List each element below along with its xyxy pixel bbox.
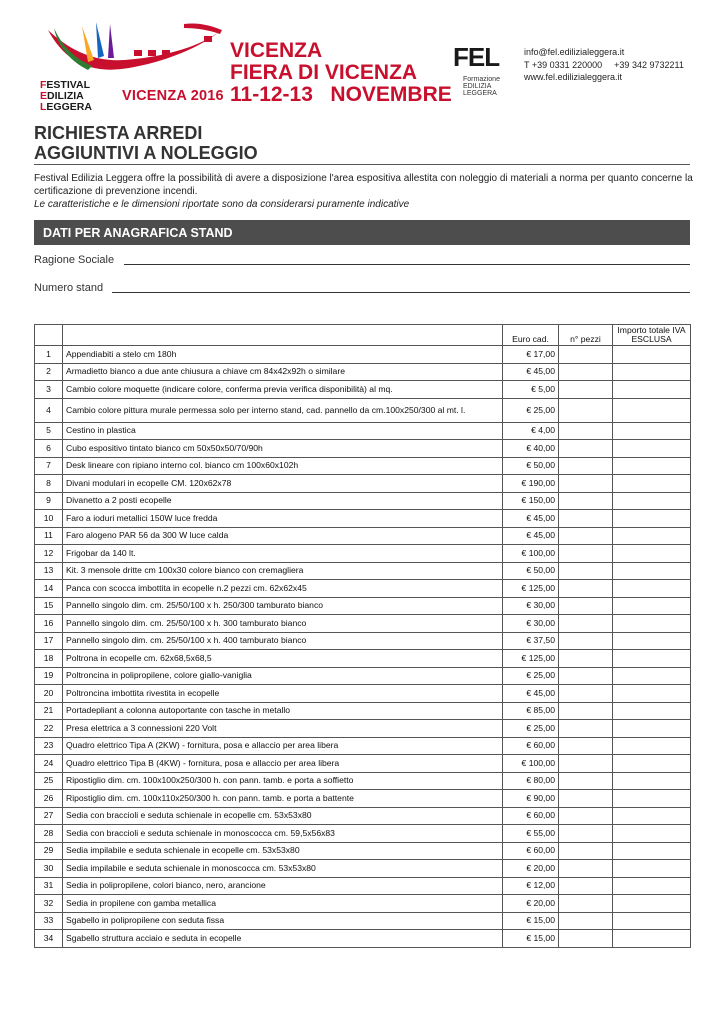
row-total-cell[interactable] [613,492,691,510]
row-price: € 100,00 [503,755,559,773]
row-total-cell[interactable] [613,580,691,598]
row-number: 29 [35,842,63,860]
row-description: Armadietto bianco a due ante chiusura a chiave cm 84x42x92h o similare [63,363,503,381]
row-description: Ripostiglio dim. cm. 100x110x250/300 h. con pann. tamb. e porta a battente [63,790,503,808]
row-price: € 60,00 [503,737,559,755]
row-quantity-cell[interactable] [559,842,613,860]
row-total-cell[interactable] [613,737,691,755]
row-quantity-cell[interactable] [559,685,613,703]
row-description: Panca con scocca imbottita in ecopelle n.2 pezzi cm. 62x62x45 [63,580,503,598]
table-row [35,877,691,895]
row-description: Faro a ioduri metallici 150W luce fredda [63,510,503,528]
row-price: € 45,00 [503,510,559,528]
row-number: 19 [35,667,63,685]
row-number: 34 [35,930,63,948]
row-total-cell[interactable] [613,422,691,440]
festival-word-3: EGGERA [46,101,92,113]
header-total: Importo totale IVA ESCLUSA [613,325,691,346]
contact-block [524,46,684,84]
table-row [35,790,691,808]
table-row [35,562,691,580]
row-total-cell[interactable] [613,877,691,895]
row-price: € 100,00 [503,545,559,563]
row-description: Sedia impilabile e seduta schienale in monoscocca cm. 53x53x80 [63,860,503,878]
row-number: 5 [35,422,63,440]
table-row [35,632,691,650]
row-quantity-cell[interactable] [559,398,613,422]
fel-sub-3: LEGGERA [463,90,497,97]
row-number: 11 [35,527,63,545]
page-title-line-2: AGGIUNTIVI A NOLEGGIO [34,143,258,163]
row-number: 18 [35,650,63,668]
row-quantity-cell[interactable] [559,667,613,685]
row-total-cell[interactable] [613,510,691,528]
table-row [35,457,691,475]
row-description: Cubo espositivo tintato bianco cm 50x50x50/70/90h [63,440,503,458]
contact-phones [524,59,684,72]
venue-dates: 11-12-13 NOVEMBRE [230,83,452,106]
page-title [34,123,258,163]
table-row [35,895,691,913]
row-number: 4 [35,398,63,422]
table-row [35,685,691,703]
row-quantity-cell[interactable] [559,492,613,510]
row-number: 21 [35,702,63,720]
row-price: € 30,00 [503,597,559,615]
row-number: 12 [35,545,63,563]
contact-email[interactable]: info@fel.edilizialeggera.it [524,47,625,57]
fel-sub-1: Formazione [463,76,500,83]
row-number: 15 [35,597,63,615]
row-price: € 17,00 [503,346,559,364]
table-header-row [35,325,691,346]
row-description: Sedia in polipropilene, colori bianco, nero, arancione [63,877,503,895]
row-total-cell[interactable] [613,650,691,668]
fel-mark: FEL [453,42,500,72]
intro-text [34,172,694,211]
ragione-sociale-label: Ragione Sociale [34,254,115,266]
row-price: € 45,00 [503,685,559,703]
row-quantity-cell[interactable] [559,825,613,843]
table-row [35,510,691,528]
row-description: Quadro elettrico Tipa A (2KW) - fornitura, posa e allaccio per area libera [63,737,503,755]
intro-paragraph: Festival Edilizia Leggera offre la possibilità di avere a disposizione l'area espositiva allestita con noleggio di materiali a norma per quanto concerne la certificazione di prevenzione incendi. [34,173,693,197]
row-number: 27 [35,807,63,825]
row-number: 7 [35,457,63,475]
row-quantity-cell[interactable] [559,580,613,598]
table-row [35,527,691,545]
row-description: Sgabello in polipropilene con seduta fissa [63,912,503,930]
row-price: € 50,00 [503,562,559,580]
table-row [35,381,691,399]
row-description: Presa elettrica a 3 connessioni 220 Volt [63,720,503,738]
row-number: 1 [35,346,63,364]
festival-logo [34,20,224,120]
row-number: 24 [35,755,63,773]
row-quantity-cell[interactable] [559,597,613,615]
row-quantity-cell[interactable] [559,790,613,808]
row-total-cell[interactable] [613,860,691,878]
row-price: € 90,00 [503,790,559,808]
table-row [35,667,691,685]
table-row [35,912,691,930]
contact-phone-1: T +39 0331 220000 [524,59,603,70]
row-description: Appendiabiti a stelo cm 180h [63,346,503,364]
row-price: € 190,00 [503,475,559,493]
row-total-cell[interactable] [613,398,691,422]
row-description: Pannello singolo dim. cm. 25/50/100 x h. 250/300 tamburato bianco [63,597,503,615]
row-description: Sgabello struttura acciaio e seduta in ecopelle [63,930,503,948]
row-price: € 125,00 [503,650,559,668]
row-description: Divanetto a 2 posti ecopelle [63,492,503,510]
row-number: 17 [35,632,63,650]
row-number: 26 [35,790,63,808]
row-total-cell[interactable] [613,363,691,381]
row-quantity-cell[interactable] [559,895,613,913]
numero-stand-label: Numero stand [34,282,104,294]
table-row [35,807,691,825]
row-price: € 50,00 [503,457,559,475]
row-description: Sedia in propilene con gamba metallica [63,895,503,913]
row-total-cell[interactable] [613,667,691,685]
row-quantity-cell[interactable] [559,772,613,790]
row-total-cell[interactable] [613,615,691,633]
row-description: Divani modulari in ecopelle CM. 120x62x78 [63,475,503,493]
table-row [35,650,691,668]
row-description: Cambio colore moquette (indicare colore, conferma previa verifica disponibilità) al mq. [63,381,503,399]
row-price: € 150,00 [503,492,559,510]
row-quantity-cell[interactable] [559,615,613,633]
row-quantity-cell[interactable] [559,346,613,364]
row-quantity-cell[interactable] [559,912,613,930]
header-price: Euro cad. [503,325,559,346]
row-total-cell[interactable] [613,457,691,475]
row-total-cell[interactable] [613,632,691,650]
row-description: Poltrona in ecopelle cm. 62x68,5x68,5 [63,650,503,668]
venue-block [230,40,452,106]
row-total-cell[interactable] [613,930,691,948]
row-price: € 45,00 [503,363,559,381]
row-description: Poltroncina in polipropilene, colore giallo-vaniglia [63,667,503,685]
venue-city: VICENZA [230,39,323,62]
row-description: Portadepliant a colonna autoportante con tasche in metallo [63,702,503,720]
row-quantity-cell[interactable] [559,381,613,399]
row-total-cell[interactable] [613,702,691,720]
row-number: 13 [35,562,63,580]
row-quantity-cell[interactable] [559,877,613,895]
row-total-cell[interactable] [613,440,691,458]
row-description: Quadro elettrico Tipa B (4KW) - fornitura, posa e allaccio per area libera [63,755,503,773]
header-num [35,325,63,346]
row-number: 22 [35,720,63,738]
row-description: Pannello singolo dim. cm. 25/50/100 x h. 300 tamburato bianco [63,615,503,633]
row-number: 25 [35,772,63,790]
fel-subtitle [463,76,518,97]
row-price: € 25,00 [503,667,559,685]
table-row [35,737,691,755]
row-description: Poltroncina imbottita rivestita in ecopelle [63,685,503,703]
row-description: Sedia con braccioli e seduta schienale in ecopelle cm. 53x53x80 [63,807,503,825]
row-total-cell[interactable] [613,755,691,773]
row-quantity-cell[interactable] [559,527,613,545]
row-quantity-cell[interactable] [559,457,613,475]
row-price: € 25,00 [503,398,559,422]
row-quantity-cell[interactable] [559,702,613,720]
intro-note: Le caratteristiche e le dimensioni riportate sono da considerarsi puramente indicative [34,199,410,210]
fel-logo [453,42,518,97]
venue-fair: FIERA DI VICENZA [230,61,418,84]
row-quantity-cell[interactable] [559,363,613,381]
festival-wordmark: FESTIVAL EDILIZIA LEGGERA [40,79,92,113]
row-number: 33 [35,912,63,930]
row-number: 20 [35,685,63,703]
row-number: 23 [35,737,63,755]
table-row [35,580,691,598]
row-total-cell[interactable] [613,346,691,364]
row-total-cell[interactable] [613,825,691,843]
table-row [35,492,691,510]
row-quantity-cell[interactable] [559,930,613,948]
row-description: Cestino in plastica [63,422,503,440]
row-price: € 37,50 [503,632,559,650]
row-number: 3 [35,381,63,399]
row-price: € 60,00 [503,807,559,825]
row-number: 30 [35,860,63,878]
table-row [35,615,691,633]
row-total-cell[interactable] [613,545,691,563]
row-price: € 4,00 [503,422,559,440]
row-quantity-cell[interactable] [559,510,613,528]
table-row [35,825,691,843]
table-row [35,772,691,790]
edition-label: VICENZA 2016 [122,88,224,104]
row-total-cell[interactable] [613,842,691,860]
page-title-line-1: RICHIESTA ARREDI [34,123,203,143]
row-number: 8 [35,475,63,493]
row-quantity-cell[interactable] [559,440,613,458]
ragione-sociale-field[interactable] [124,264,690,265]
row-total-cell[interactable] [613,912,691,930]
row-quantity-cell[interactable] [559,807,613,825]
row-description: Frigobar da 140 lt. [63,545,503,563]
row-price: € 30,00 [503,615,559,633]
row-quantity-cell[interactable] [559,632,613,650]
row-price: € 80,00 [503,772,559,790]
table-row [35,755,691,773]
fel-sub-2: EDILIZIA [463,83,492,90]
row-number: 32 [35,895,63,913]
row-quantity-cell[interactable] [559,720,613,738]
row-total-cell[interactable] [613,720,691,738]
table-row [35,440,691,458]
row-number: 31 [35,877,63,895]
row-total-cell[interactable] [613,562,691,580]
row-price: € 5,00 [503,381,559,399]
table-body [35,346,691,948]
row-description: Sedia con braccioli e seduta schienale in monoscocca cm. 59,5x56x83 [63,825,503,843]
row-price: € 15,00 [503,930,559,948]
row-quantity-cell[interactable] [559,545,613,563]
row-quantity-cell[interactable] [559,562,613,580]
row-quantity-cell[interactable] [559,860,613,878]
row-quantity-cell[interactable] [559,737,613,755]
table-row [35,860,691,878]
row-price: € 45,00 [503,527,559,545]
section-title: DATI PER ANAGRAFICA STAND [43,226,233,240]
row-total-cell[interactable] [613,597,691,615]
section-header [34,220,690,245]
row-price: € 25,00 [503,720,559,738]
row-price: € 55,00 [503,825,559,843]
row-price: € 15,00 [503,912,559,930]
table-row [35,842,691,860]
row-total-cell[interactable] [613,790,691,808]
row-description: Kit. 3 mensole dritte cm 100x30 colore bianco con cremagliera [63,562,503,580]
row-total-cell[interactable] [613,807,691,825]
row-total-cell[interactable] [613,527,691,545]
table-row [35,363,691,381]
row-description: Faro alogeno PAR 56 da 300 W luce calda [63,527,503,545]
row-quantity-cell[interactable] [559,650,613,668]
row-number: 16 [35,615,63,633]
table-row [35,597,691,615]
contact-website[interactable]: www.fel.edilizialeggera.it [524,72,623,82]
row-description: Desk lineare con ripiano interno col. bianco cm 100x60x102h [63,457,503,475]
row-description: Ripostiglio dim. cm. 100x100x250/300 h. con pann. tamb. e porta a soffietto [63,772,503,790]
header-description [63,325,503,346]
row-price: € 40,00 [503,440,559,458]
table-row [35,930,691,948]
row-number: 9 [35,492,63,510]
row-total-cell[interactable] [613,381,691,399]
row-number: 28 [35,825,63,843]
row-total-cell[interactable] [613,685,691,703]
row-price: € 85,00 [503,702,559,720]
row-quantity-cell[interactable] [559,755,613,773]
table-row [35,702,691,720]
festival-word-1: ESTIVAL [46,79,90,91]
row-number: 2 [35,363,63,381]
table-row [35,720,691,738]
row-number: 10 [35,510,63,528]
row-number: 6 [35,440,63,458]
row-total-cell[interactable] [613,895,691,913]
row-price: € 20,00 [503,860,559,878]
row-description: Cambio colore pittura murale permessa solo per interno stand, cad. pannello da cm.100x250/300 al mt. l. [63,398,503,422]
header-qty: n° pezzi [559,325,613,346]
title-divider [34,164,690,165]
row-number: 14 [35,580,63,598]
table-row [35,398,691,422]
table-row [35,422,691,440]
contact-phone-2: +39 342 9732211 [614,59,684,70]
price-table [34,324,691,948]
numero-stand-field[interactable] [112,292,690,293]
row-quantity-cell[interactable] [559,475,613,493]
row-price: € 12,00 [503,877,559,895]
table-row [35,346,691,364]
row-quantity-cell[interactable] [559,422,613,440]
row-price: € 20,00 [503,895,559,913]
festival-word-2: DILIZIA [47,90,84,102]
row-price: € 60,00 [503,842,559,860]
row-total-cell[interactable] [613,475,691,493]
table-row [35,475,691,493]
row-total-cell[interactable] [613,772,691,790]
row-description: Pannello singolo dim. cm. 25/50/100 x h. 400 tamburato bianco [63,632,503,650]
table-row [35,545,691,563]
row-price: € 125,00 [503,580,559,598]
row-description: Sedia impilabile e seduta schienale in ecopelle cm. 53x53x80 [63,842,503,860]
